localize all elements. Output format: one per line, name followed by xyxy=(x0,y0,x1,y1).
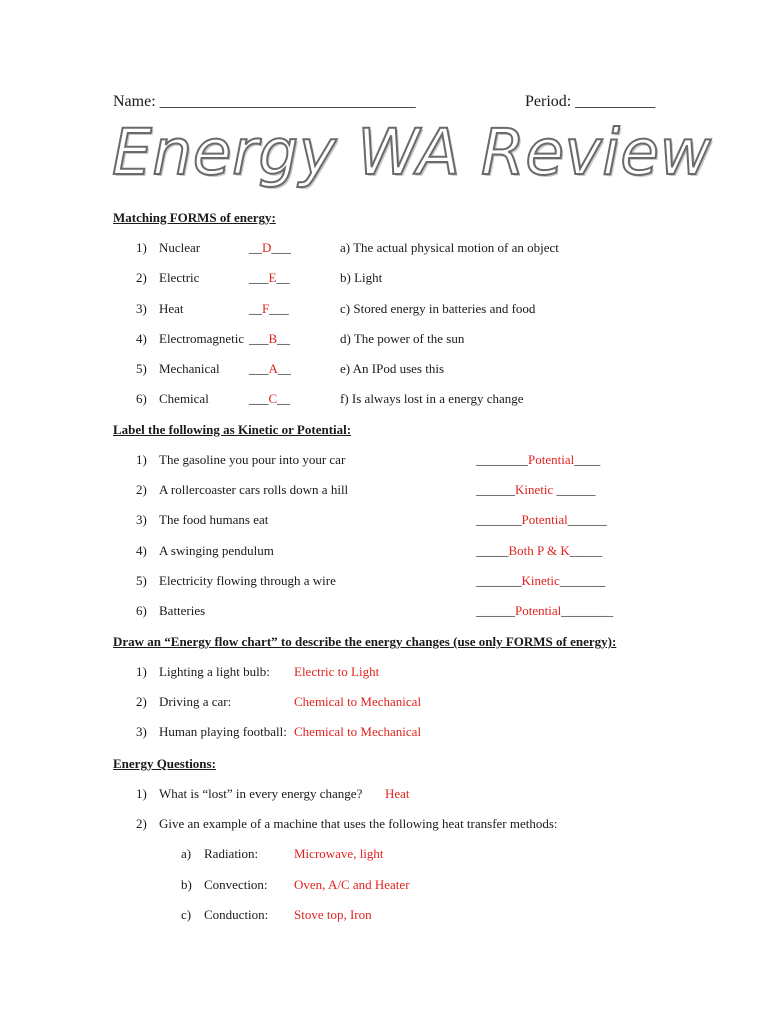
item-number: 3) xyxy=(136,724,147,739)
page-title: Energy WA Review xyxy=(112,116,712,189)
answer-text: Both P & K xyxy=(508,543,570,558)
energy-term: Nuclear xyxy=(159,240,201,255)
answer-text: Electric to Light xyxy=(294,664,380,679)
answer-letter: B xyxy=(268,331,278,346)
answer-letter: A xyxy=(268,361,278,376)
answer-text: Potential xyxy=(528,452,575,467)
item-number: 1) xyxy=(136,452,147,467)
answer-blank: _______Potential______ xyxy=(476,512,607,527)
question-text: What is “lost” in every energy change? xyxy=(159,786,363,801)
item-number: 1) xyxy=(136,664,147,679)
answer-letter: D xyxy=(262,240,272,255)
answer-text: Potential xyxy=(515,603,562,618)
definition: e) An IPod uses this xyxy=(340,361,444,376)
answer-blank: ______Kinetic ______ xyxy=(476,482,596,497)
item-text: The food humans eat xyxy=(159,512,269,527)
answer-text: Kinetic xyxy=(515,482,554,497)
answer-text: Kinetic xyxy=(521,573,560,588)
answer-text: Chemical to Mechanical xyxy=(294,724,422,739)
item-number: 1) xyxy=(136,240,147,255)
item-number: 4) xyxy=(136,331,147,346)
item-number: 6) xyxy=(136,603,147,618)
definition: f) Is always lost in a energy change xyxy=(340,391,524,406)
item-number: 2) xyxy=(136,694,147,709)
energy-term: Electromagnetic xyxy=(159,331,245,346)
answer-blank: ___E__ xyxy=(249,270,290,285)
answer-text: Microwave, light xyxy=(294,846,384,861)
item-text: Driving a car: xyxy=(159,694,232,709)
answer-letter: E xyxy=(268,270,277,285)
answer-text: Chemical to Mechanical xyxy=(294,694,422,709)
item-text: Lighting a light bulb: xyxy=(159,664,270,679)
definition: d) The power of the sun xyxy=(340,331,465,346)
item-number: 1) xyxy=(136,786,147,801)
sub-item-letter: a) xyxy=(181,846,192,861)
item-number: 5) xyxy=(136,573,147,588)
definition: c) Stored energy in batteries and food xyxy=(340,301,536,316)
item-text: Batteries xyxy=(159,603,206,618)
kinetic-potential-heading: Label the following as Kinetic or Potential: xyxy=(113,422,352,437)
definition: b) Light xyxy=(340,270,383,285)
sub-item-text: Conduction: xyxy=(204,907,269,922)
sub-item-letter: c) xyxy=(181,907,192,922)
period-field-label: Period: __________ xyxy=(525,93,656,110)
answer-blank: ________Potential____ xyxy=(476,452,601,467)
answer-blank: _____Both P & K_____ xyxy=(476,543,603,558)
answer-blank: ______Potential________ xyxy=(476,603,614,618)
item-number: 5) xyxy=(136,361,147,376)
answer-text: Oven, A/C and Heater xyxy=(294,877,410,892)
sub-item-text: Convection: xyxy=(204,877,268,892)
energy-term: Chemical xyxy=(159,391,209,406)
item-number: 2) xyxy=(136,482,147,497)
answer-letter: C xyxy=(268,391,278,406)
answer-blank: _______Kinetic_______ xyxy=(476,573,606,588)
item-number: 2) xyxy=(136,270,147,285)
item-number: 3) xyxy=(136,301,147,316)
item-text: A swinging pendulum xyxy=(159,543,274,558)
answer-text: Potential xyxy=(521,512,568,527)
answer-text: Heat xyxy=(385,786,410,801)
question-text: Give an example of a machine that uses the following heat transfer methods: xyxy=(159,816,558,831)
energy-term: Heat xyxy=(159,301,184,316)
answer-letter: F xyxy=(262,301,270,316)
answer-text: Stove top, Iron xyxy=(294,907,372,922)
item-text: A rollercoaster cars rolls down a hill xyxy=(159,482,349,497)
item-number: 3) xyxy=(136,512,147,527)
energy-term: Electric xyxy=(159,270,200,285)
item-text: Electricity flowing through a wire xyxy=(159,573,336,588)
item-number: 2) xyxy=(136,816,147,831)
item-number: 4) xyxy=(136,543,147,558)
energy-questions-heading: Energy Questions: xyxy=(113,756,216,771)
sub-item-text: Radiation: xyxy=(204,846,259,861)
answer-blank: ___B__ xyxy=(249,331,291,346)
item-text: Human playing football: xyxy=(159,724,287,739)
item-number: 6) xyxy=(136,391,147,406)
answer-blank: ___A__ xyxy=(249,361,291,376)
sub-item-letter: b) xyxy=(181,877,192,892)
energy-term: Mechanical xyxy=(159,361,220,376)
name-field-label: Name: ________________________________ xyxy=(113,93,416,110)
answer-blank: __F___ xyxy=(249,301,289,316)
item-text: The gasoline you pour into your car xyxy=(159,452,346,467)
energy-flow-heading: Draw an “Energy flow chart” to describe the energy changes (use only FORMS of energy): xyxy=(113,634,617,649)
definition: a) The actual physical motion of an object xyxy=(340,240,559,255)
answer-blank: ___C__ xyxy=(249,391,291,406)
answer-blank: __D___ xyxy=(249,240,291,255)
matching-heading: Matching FORMS of energy: xyxy=(113,210,276,225)
